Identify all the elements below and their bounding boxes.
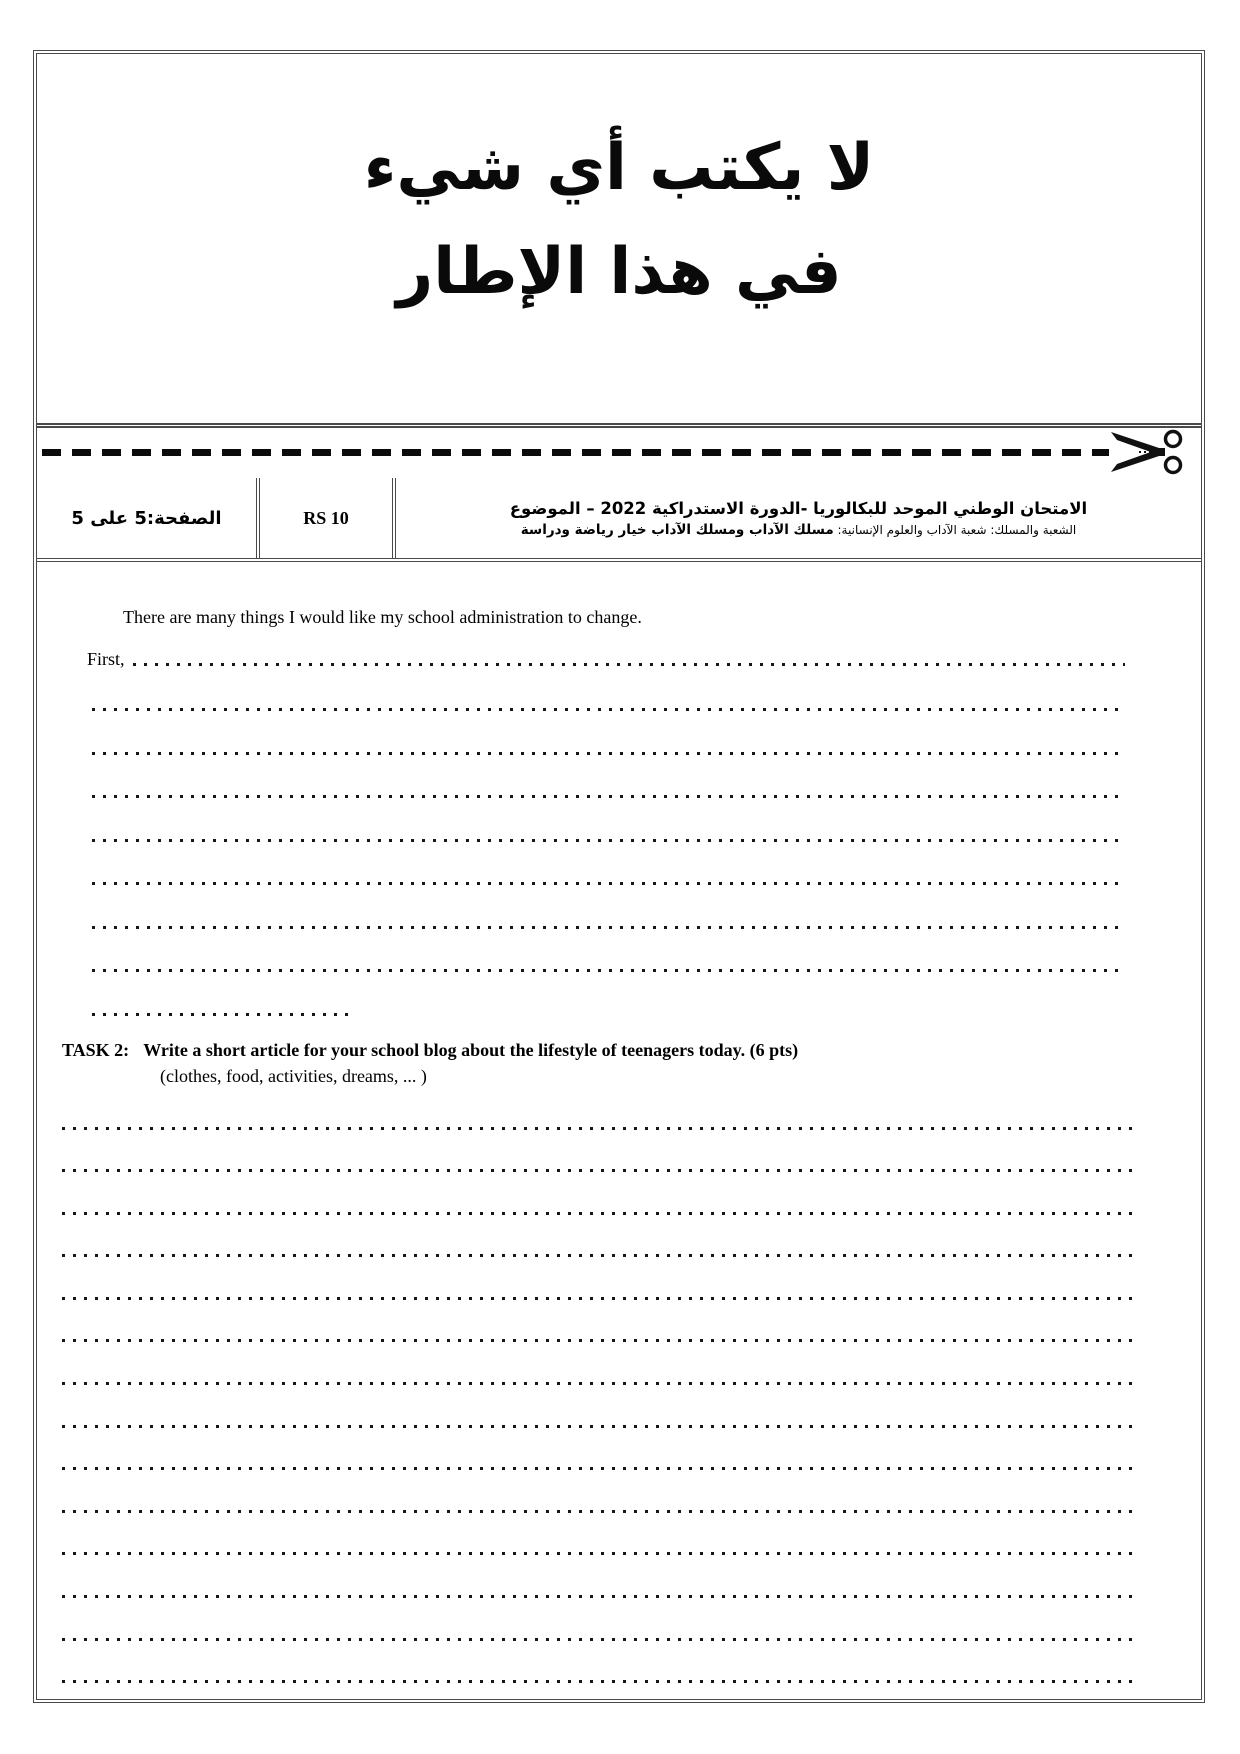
writing-line [62,1569,1135,1612]
first-answer-row [87,646,1125,672]
writing-line [92,767,1125,811]
warning-text-line2: في هذا الإطار [396,235,842,309]
writing-line [62,1143,1135,1186]
exam-header-table [37,478,1201,562]
intro-sentence: There are many things I would like my school administration to change. [123,607,642,627]
cut-here-dashed-line [42,449,1131,456]
task2-label: TASK 2: [62,1039,130,1060]
do-not-write-box [37,54,1201,428]
exam-title-line: الامتحان الوطني الموحد للبكالوريا -الدورة الاستدراكية 2022 – الموضوع [509,498,1088,518]
page-number-cell: الصفحة:5 على 5 [37,478,260,558]
writing-line [62,1441,1135,1484]
writing-line [62,1228,1135,1271]
first-label: First, [87,649,125,669]
exam-title-cell [396,478,1201,558]
stream-value: مسلك الآداب ومسلك الآداب خيار رياضة ودراسة [520,521,834,538]
writing-line [62,1399,1135,1442]
task2-instruction: Write a short article for your school blog about the lifestyle of teenagers today. (6 pts) [143,1039,799,1060]
cut-strip [37,428,1201,478]
task2-heading [62,1037,1181,1063]
writing-line [62,1313,1135,1356]
scissors-icon [1109,429,1193,475]
task2-hint: (clothes, food, activities, dreams, ... ) [160,1065,427,1086]
writing-line [92,898,1125,942]
writing-line [62,1654,1135,1697]
writing-content [37,562,1201,1699]
writing-line [92,941,1125,985]
exam-stream-line [521,521,1076,540]
writing-line [62,1271,1135,1314]
exam-reference-cell: RS 10 [260,478,396,558]
writing-line [62,1186,1135,1229]
writing-line [92,724,1125,768]
task2-writing-lines [62,1101,1135,1697]
writing-line [92,854,1125,898]
writing-line [62,1484,1135,1527]
writing-line [62,1526,1135,1569]
warning-text-line1: لا يكتب أي شيء [363,131,875,205]
stream-label: الشعبة والمسلك: شعبة الآداب والعلوم الإنسانية: [833,522,1077,537]
writing-line [92,811,1125,855]
writing-line-short [92,985,354,1029]
writing-line [62,1612,1135,1655]
task1-writing-lines [92,672,1125,985]
writing-line [133,646,1125,672]
writing-line [92,680,1125,724]
page-frame [33,50,1205,1703]
writing-line [62,1101,1135,1144]
writing-line [62,1356,1135,1399]
